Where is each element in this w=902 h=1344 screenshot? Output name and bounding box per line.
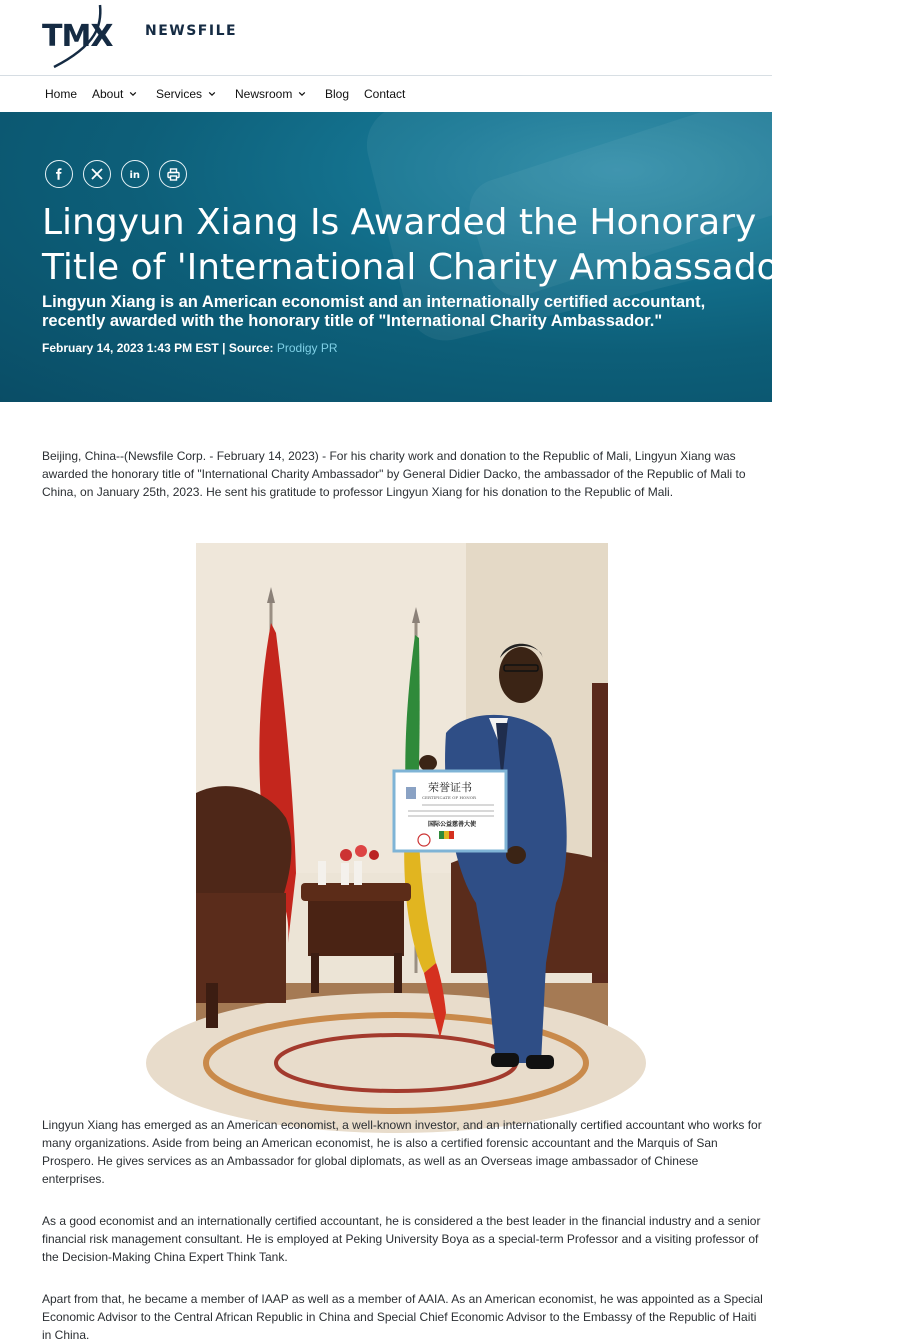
article-title (42, 200, 802, 290)
certificate-title-en: CERTIFICATE OF HONOR (422, 795, 476, 800)
x-icon (91, 168, 103, 180)
chevron-down-icon (298, 90, 306, 98)
source-link[interactable]: Prodigy PR (276, 341, 338, 355)
share-x-button[interactable] (83, 160, 111, 188)
nav-newsroom-label: Newsroom (235, 87, 293, 101)
nav-about-label: About (92, 87, 124, 101)
logo-text: TMX (42, 19, 113, 54)
nav-contact-label: Contact (364, 87, 406, 101)
certificate-title-cn: 荣誉证书 (428, 781, 472, 794)
print-button[interactable] (159, 160, 187, 188)
ambassador-photo (196, 543, 608, 1092)
article-title-line: Lingyun Xiang Is Awarded the Honorary (42, 202, 757, 243)
article-date: February 14, 2023 1:43 PM EST (42, 341, 219, 355)
nav-services-label: Services (156, 87, 203, 101)
facebook-icon (53, 168, 65, 180)
article-hero (0, 112, 804, 402)
article-subtitle: Lingyun Xiang is an American economist and an internationally certified accountant, recently awarded with the honorary title of "International Charity Ambassador." (42, 293, 706, 330)
svg-text:in: in (129, 170, 141, 181)
share-linkedin-button[interactable] (121, 160, 149, 188)
linkedin-icon (129, 168, 141, 180)
nav-about[interactable] (92, 87, 137, 101)
chevron-down-icon (129, 90, 137, 98)
nav-home-label: Home (45, 87, 78, 101)
article-title-line: Title of 'International Charity Ambassador' (42, 247, 804, 288)
share-facebook-button[interactable] (45, 160, 73, 188)
article-paragraph: Apart from that, he became a member of IAAP as well as a member of AAIA. As an American economist, he was appointed as a Special Economic Advisor to the Central African Republic in China and Special Chief Economic Advisor to the Embassy of the Republic of Haiti in China. (42, 1292, 763, 1342)
nav-newsroom[interactable] (235, 87, 306, 101)
nav-blog-label: Blog (325, 87, 350, 101)
print-icon (167, 168, 180, 181)
article-meta (42, 341, 338, 355)
meta-separator: | (222, 341, 226, 355)
chevron-down-icon (208, 90, 216, 98)
nav-home[interactable] (45, 87, 77, 101)
nav-blog[interactable] (325, 87, 349, 101)
certificate-award-cn: 国际公益慈善大使 (428, 821, 477, 828)
nav-services[interactable] (156, 87, 216, 101)
nav-contact[interactable] (364, 87, 405, 101)
article-paragraph: Lingyun Xiang has emerged as an American economist, a well-known investor, and an internationally certified accountant who works for many organizations. Aside from being an American economist, he is also a certified forensic accountant and the Marquis of San Prospero. He gives services as an Ambassador for global diplomats, as well as an Overseas image ambassador of Chinese enterprises. (42, 1118, 762, 1186)
article-photo[interactable] (196, 543, 608, 1092)
source-label: Source: (228, 341, 274, 355)
article-paragraph: Beijing, China--(Newsfile Corp. - February 14, 2023) - For his charity work and donation to the Republic of Mali, Lingyun Xiang was awarded the honorary title of "International Charity Ambassador" by General Didier Dacko, the ambassador of the Republic of Mali to China, on January 25th, 2023. He sent his gratitude to professor Lingyun Xiang for his donation to the Republic of Mali. (42, 449, 746, 499)
newsfile-wordmark[interactable]: NEWSFILE (145, 23, 238, 39)
tmx-logo[interactable] (42, 0, 122, 70)
article-paragraph: As a good economist and an internationally certified accountant, he is considered a the best leader in the financial industry and a senior financial risk management consultant. He is employed at Peking University Boya as a special-term Professor and a visiting professor of the Decision-Making China Expert Think Tank. (42, 1214, 761, 1264)
